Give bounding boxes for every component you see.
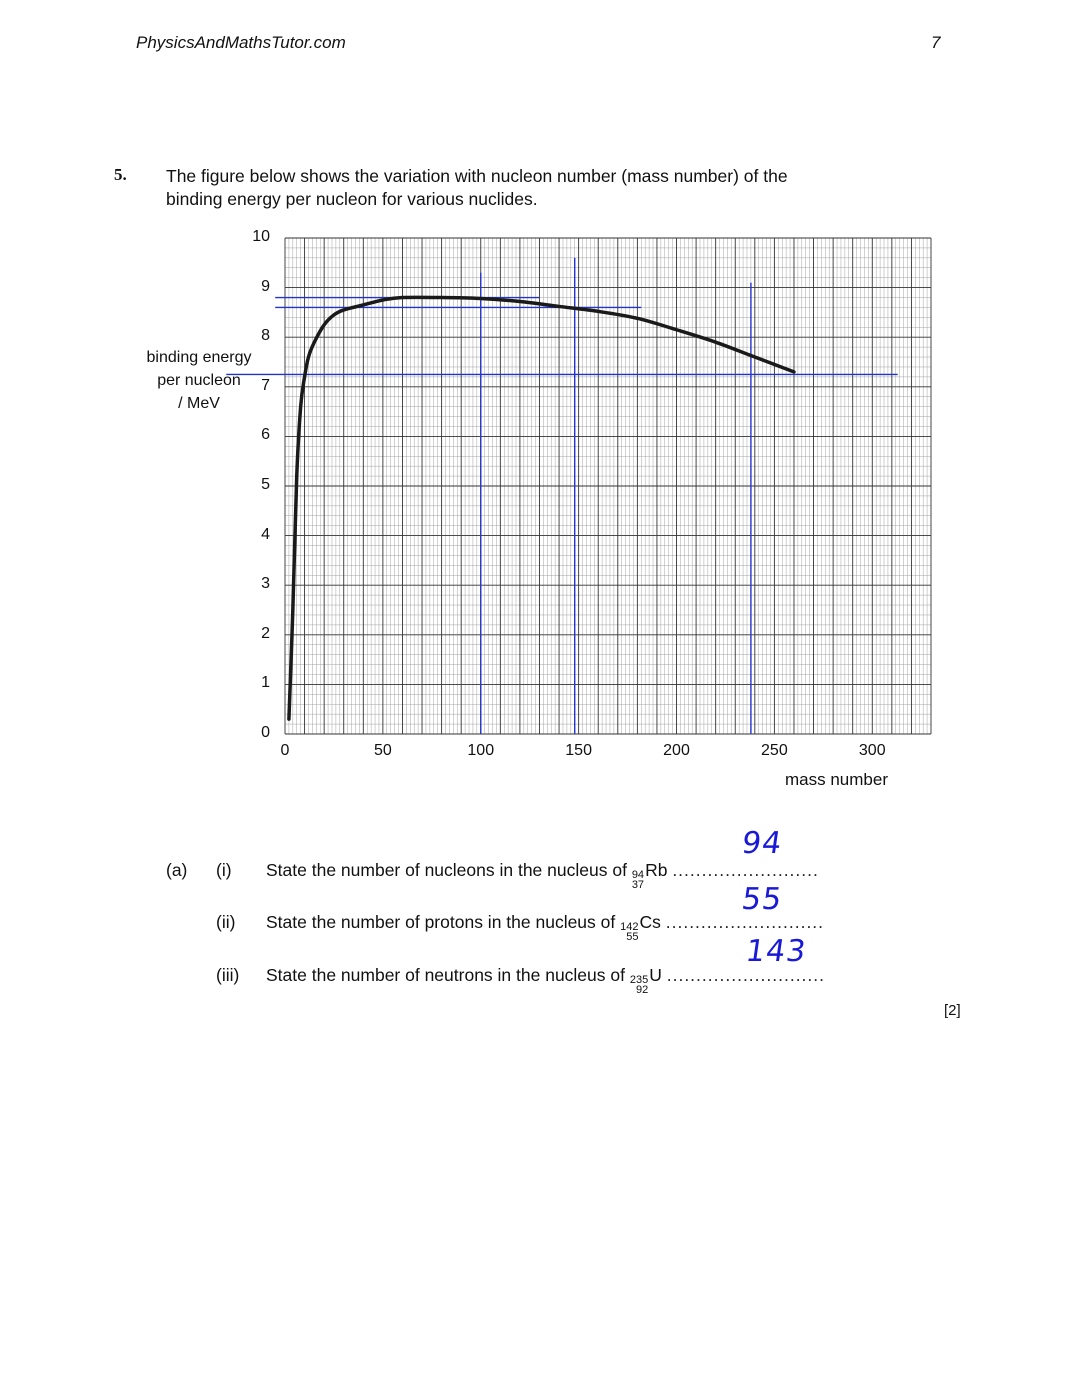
y-tick-label: 6: [261, 426, 270, 444]
question-stem-line-1: The figure below shows the variation with nucleon number (mass number) of the: [166, 166, 788, 186]
marks-indicator: [2]: [944, 1002, 961, 1019]
part-i-label: (i): [216, 860, 232, 880]
binding-energy-curve: [289, 297, 794, 719]
y-tick-label: 2: [261, 624, 270, 642]
x-tick-label: 250: [761, 742, 788, 759]
x-tick-label: 200: [663, 742, 690, 759]
x-axis-label: mass number: [785, 770, 888, 789]
cs-mass-number: 142: [620, 921, 639, 933]
y-tick-label: 1: [261, 674, 270, 692]
question-stem-line-2: binding energy per nucleon for various nuclides.: [166, 189, 538, 209]
y-tick-label: 0: [261, 724, 270, 741]
part-ii-label: (ii): [216, 912, 236, 932]
part-iii-text: State the number of neutrons in the nucleus of: [266, 965, 625, 985]
site-name: PhysicsAndMathsTutor.com: [136, 33, 346, 52]
x-tick-label: 300: [858, 742, 886, 759]
rb-atomic-number: 37: [631, 879, 645, 891]
part-i-question: State the number of nucleons in the nucleus of 94 37 Rb .........................: [266, 860, 819, 891]
part-iii-label: (iii): [216, 965, 240, 985]
x-tick-label: 150: [565, 742, 592, 759]
y-tick-label: 9: [261, 277, 270, 295]
y-tick-label: 4: [261, 525, 270, 543]
x-tick-label: 100: [467, 742, 495, 759]
y-tick-label: 8: [261, 327, 270, 345]
part-iii-question: State the number of neutrons in the nucleus of 235 92 U ...........................: [266, 965, 826, 996]
y-axis-label-line-3: / MeV: [178, 395, 220, 412]
y-axis-label-line-2: per nucleon: [157, 372, 241, 389]
x-tick-label: 50: [373, 742, 392, 759]
part-a-label: (a): [166, 860, 188, 880]
answer-ii[interactable]: 55: [739, 882, 785, 917]
y-tick-label: 3: [261, 575, 270, 593]
part-ii-text: State the number of protons in the nucleus of: [266, 912, 616, 932]
u-atomic-number: 92: [635, 984, 649, 996]
y-tick-label: 7: [261, 376, 270, 394]
x-tick-label: 0: [280, 742, 290, 759]
y-axis-label-line-1: binding energy: [146, 349, 252, 366]
part-ii-question: State the number of protons in the nucleus of 142 55 Cs ...........................: [266, 912, 825, 943]
question-number: 5.: [114, 165, 127, 184]
nuclide-u: [630, 965, 662, 995]
u-symbol: U: [649, 965, 662, 985]
nuclide-rb: [632, 860, 668, 890]
answer-iii[interactable]: 143: [743, 934, 809, 969]
nuclide-cs: [620, 912, 661, 942]
page-number: 7: [931, 33, 941, 52]
part-i-text: State the number of nucleons in the nucleus of: [266, 860, 627, 880]
cs-symbol: Cs: [639, 912, 661, 932]
y-tick-label: 10: [252, 228, 270, 245]
u-mass-number: 235: [629, 974, 649, 986]
y-tick-label: 5: [261, 476, 270, 493]
cs-atomic-number: 55: [626, 931, 639, 943]
rb-symbol: Rb: [645, 860, 668, 880]
answer-i[interactable]: 94: [739, 826, 785, 861]
rb-mass-number: 94: [631, 869, 645, 881]
